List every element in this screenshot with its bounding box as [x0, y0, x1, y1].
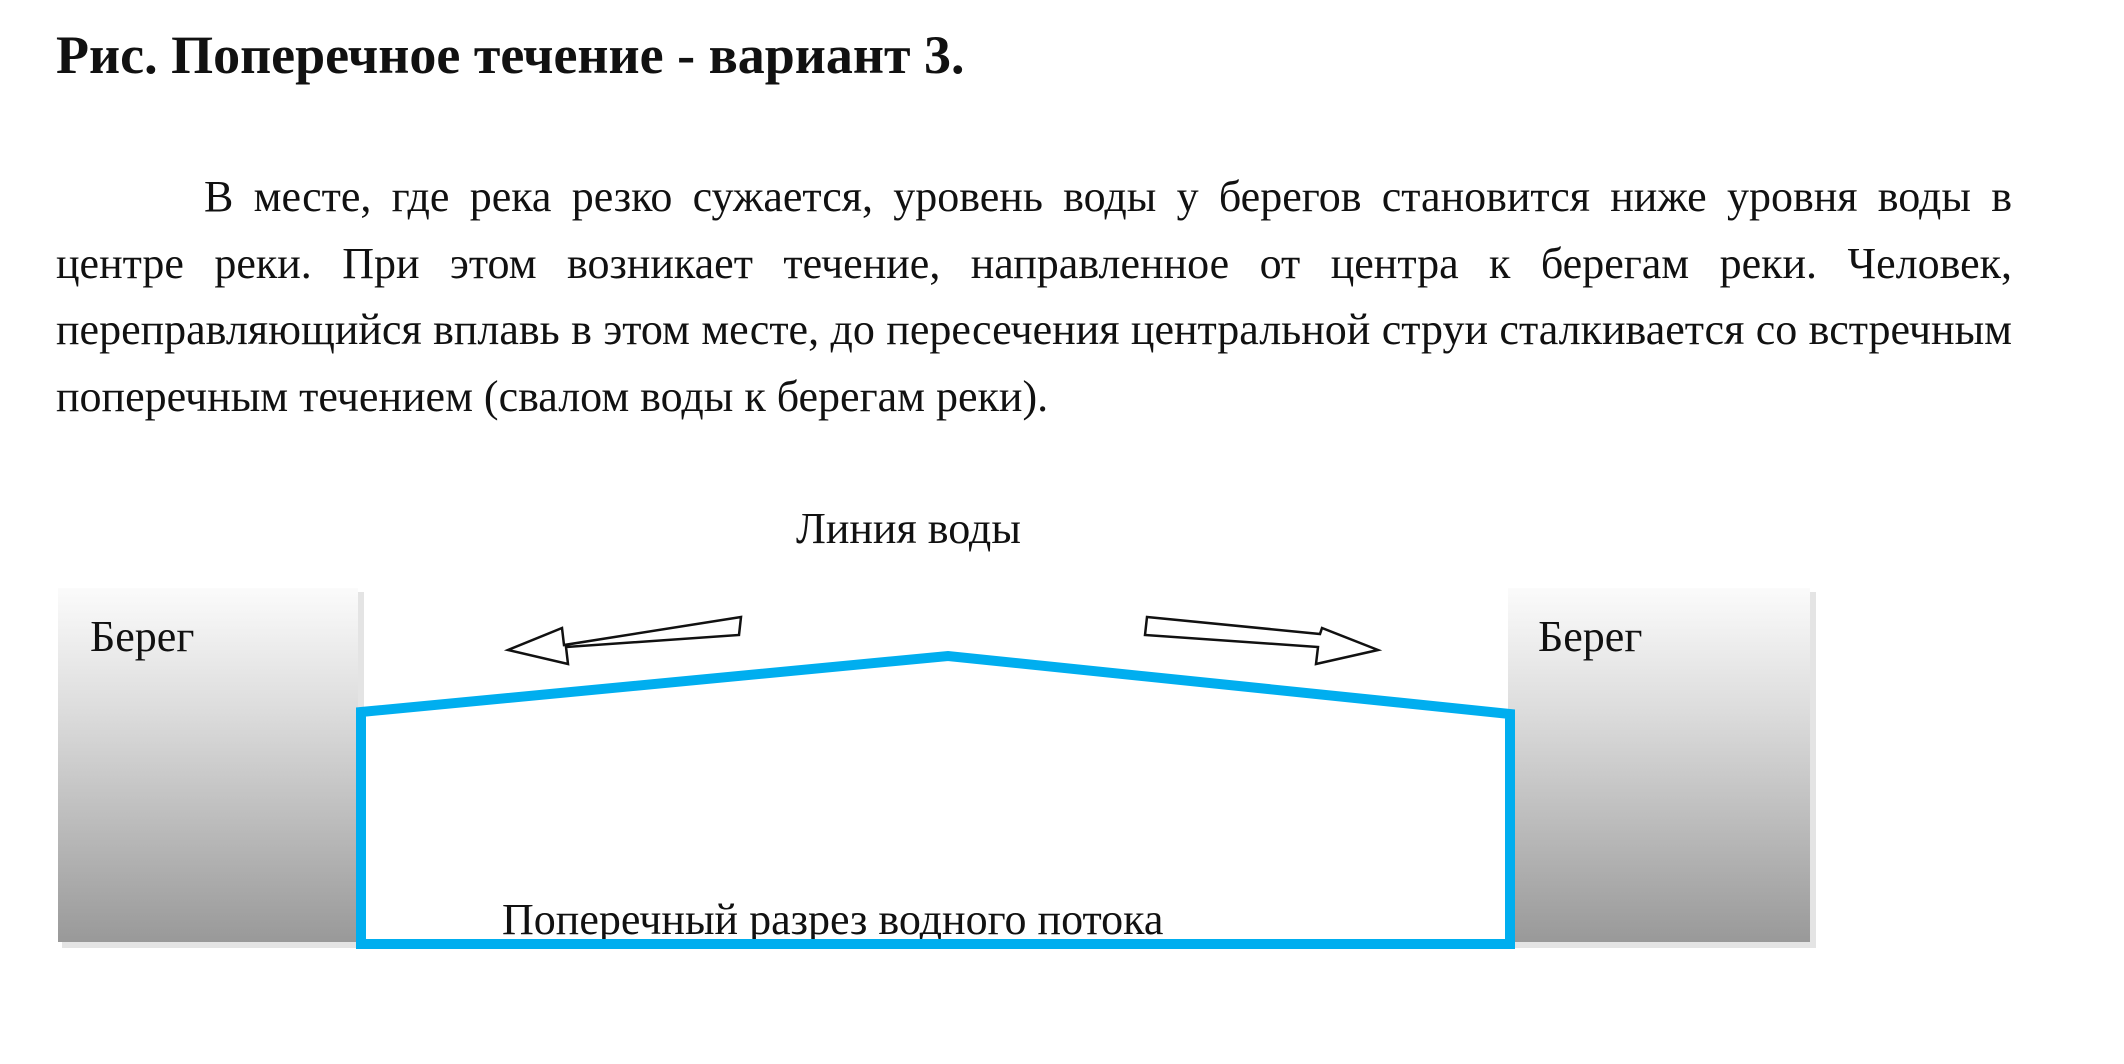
left-bank — [58, 588, 364, 948]
left-bank-label: Берег — [90, 612, 195, 661]
water-line-label: Линия воды — [796, 504, 1021, 553]
description-paragraph: В месте, где река резко сужается, уровень воды у берегов становится ниже уровня воды в центре реки. При этом возникает течение, направленное от центра к берегам реки. Человек, переправляющийся вплавь в этом месте, до пересечения центральной струи сталкивается со встречным поперечным течением (свалом воды к берегам реки). — [56, 172, 2012, 421]
section-label: Поперечный разрез водного потока — [502, 895, 1164, 944]
right-bank — [1508, 588, 1816, 948]
right-flow-arrow — [1145, 617, 1378, 664]
right-bank-label: Берег — [1538, 612, 1643, 661]
figure-title: Рис. Поперечное течение - вариант 3. — [56, 25, 965, 85]
left-flow-arrow — [508, 617, 741, 664]
